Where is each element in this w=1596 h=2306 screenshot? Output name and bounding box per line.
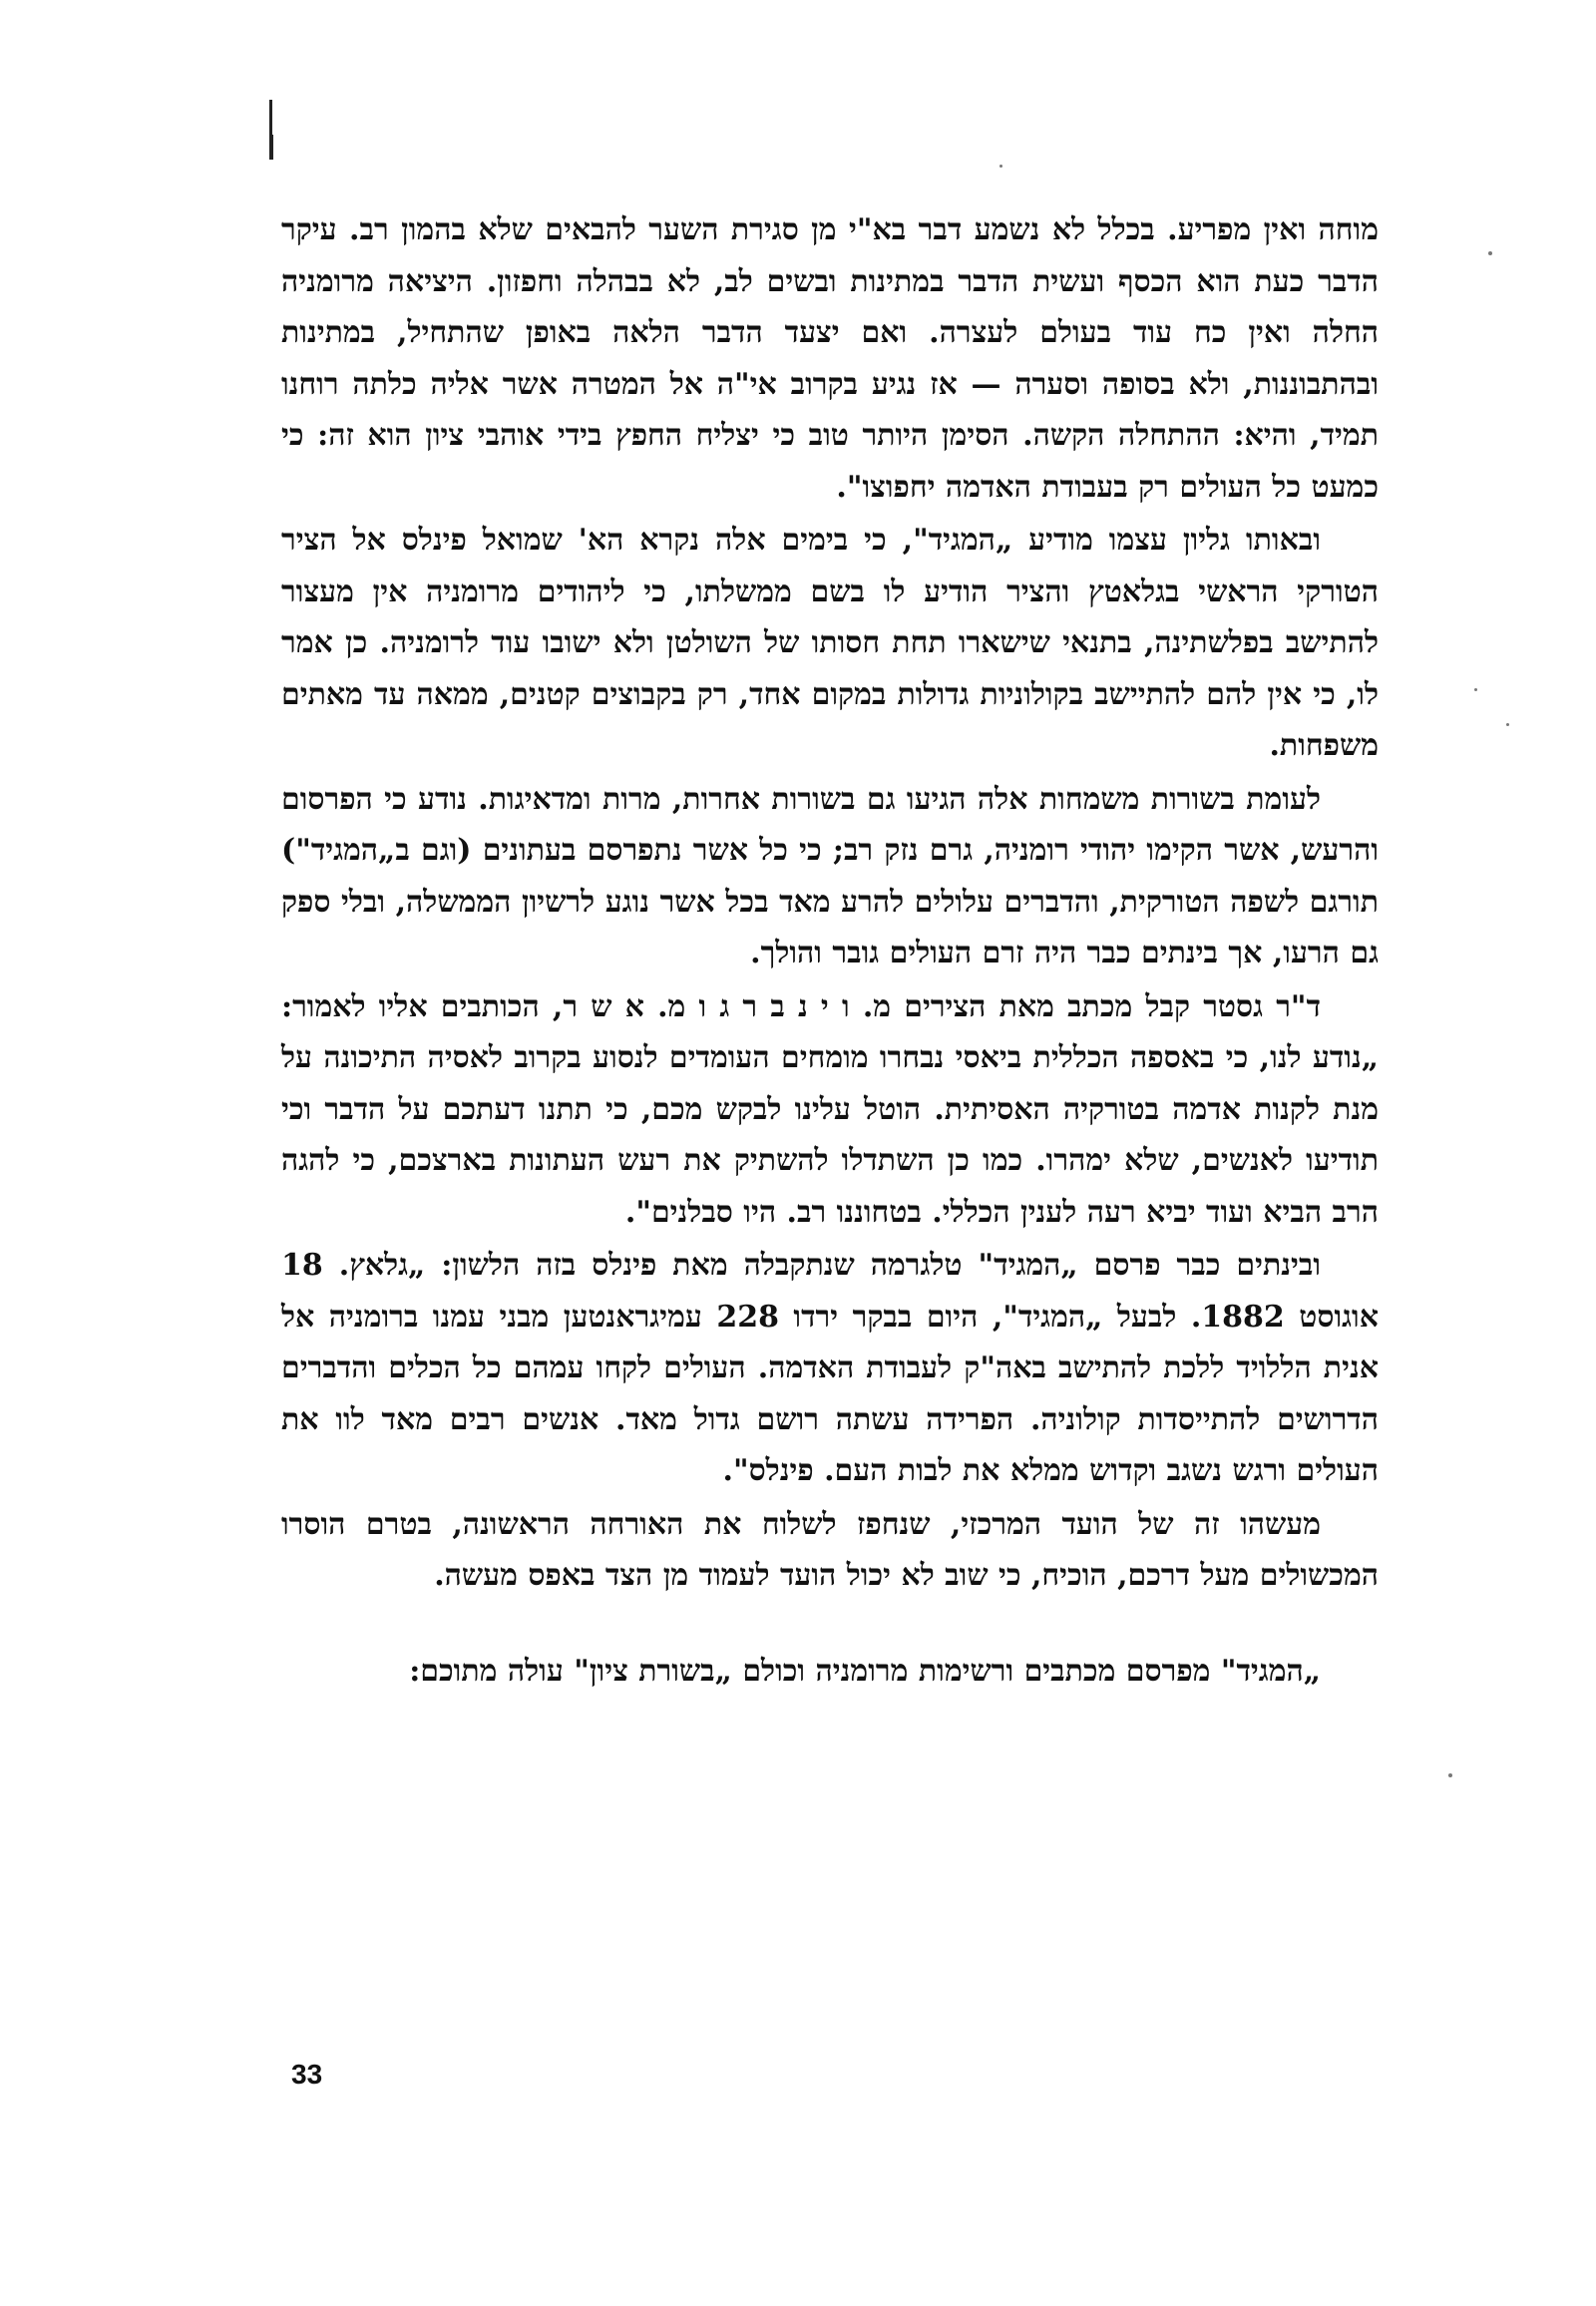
paragraph: ובינתים כבר פרסם „המגיד" טלגרמה שנתקבלה מאת פינלס בזה הלשון: „גלאץ. 18 אוגוסט 1882. לבעל „המגיד", היום בבקר ירדו 228 עמיגראנטען מבני עמנו ברומניה אל אנית הללויד ללכת להתישב באה"ק לעבודת האדמה. העולים לקחו עמהם כל הכלים והדברים הדרושים להתייסדות קולוניה. הפרידה עשתה רושם גדול מאד. אנשים רבים מאד לוו את העולים ורגש נשגב וקדוש ממלא את לבות העם. פינלס". [281,1248,1379,1488]
scan-speck [999,165,1002,168]
paragraph: לעומת בשורות משמחות אלה הגיעו גם בשורות אחרות, מרות ומדאיגות. נודע כי הפרסום והרעש, אשר הקימו יהודי רומניה, גרם נזק רב; כי כל אשר נתפרסם בעתונים (וגם ב„המגיד") תורגם לשפה הטורקית, והדברים עלולים להרע מאד בכל אשר נוגע לרשיון הממשלה, ובלי ספק גם הרעו, אך בינתים כבר היה זרם העולים גובר והולך. [281,781,1379,970]
paragraph: מעשהו זה של הועד המרכזי, שנחפז לשלוח את האורחה הראשונה, בטרם הוסרו המכשולים מעל דרכם, הוכיח, כי שוב לא יכול הועד לעמוד מן הצד באפס מעשה. [281,1506,1379,1593]
paragraph: ד"ר גסטר קבל מכתב מאת הצירים מ. ו י נ ב ר ג ו מ. א ש ר, הכותבים אליו לאמור: „נודע לנו, כי באספה הכללית ביאסי נבחרו מומחים העומדים לנסוע בקרוב לאסיה התיכונה על מנת לקנות אדמה בטורקיה האסיתית. הוטל עלינו לבקש מכם, כי תתנו דעתכם על הדבר וכי תודיעו לאנשים, שלא ימהרו. כמו כן השתדלו להשתיק את רעש העתונות בארצכם, כי להגה הרב הביא ועוד יביא רעה לענין הכללי. בטחוננו רב. היו סבלנים". [281,988,1379,1230]
scan-speck [1488,251,1492,255]
scan-speck [1474,688,1477,691]
paragraph: „המגיד" מפרסם מכתבים ורשימות מרומניה וכולם „בשורת ציון" עולה מתוכם: [409,1653,1321,1689]
paragraph: מוחה ואין מפריע. בכלל לא נשמע דבר בא"י מן סגירת השער להבאים שלא בהמון רב. עיקר הדבר כעת הוא הכסף ועשית הדבר במתינות ובשים לב, לא בבהלה וחפזון. היציאה מרומניה החלה ואין כח עוד בעולם לעצרה. ואם יצעד הדבר הלאה באופן שהתחיל, במתינות ובהתבוננות, ולא בסופה וסערה — אז נגיע בקרוב אי"ה אל המטרה אשר אליה כלתה רוחנו תמיד, והיא: ההתחלה הקשה. הסימן היותר טוב כי יצליח החפץ בידי אוהבי ציון הוא זה: כי כמעט כל העולים רק בעבודת האדמה יחפוצו". [281,212,1379,505]
scan-speck [1448,1773,1452,1777]
scan-artifact-mark [271,135,273,160]
scan-speck [1506,723,1509,726]
page-number: 33 [291,2059,323,2090]
document-body [281,204,1379,1699]
paragraph: ובאותו גליון עצמו מודיע „המגיד", כי בימים אלה נקרא הא' שמואל פינלס אל הציר הטורקי הראשי בגלאטץ והציר הודיע לו בשם ממשלתו, כי ליהודים מרומניה אין מעצור להתישב בפלשתינה, בתנאי שישארו תחת חסותו של השולטן ולא ישובו עוד לרומניה. כן אמר לו, כי אין להם להתיישב בקולוניות גדולות במקום אחד, רק בקבוצים קטנים, ממאה עד מאתים משפחות. [281,523,1379,763]
